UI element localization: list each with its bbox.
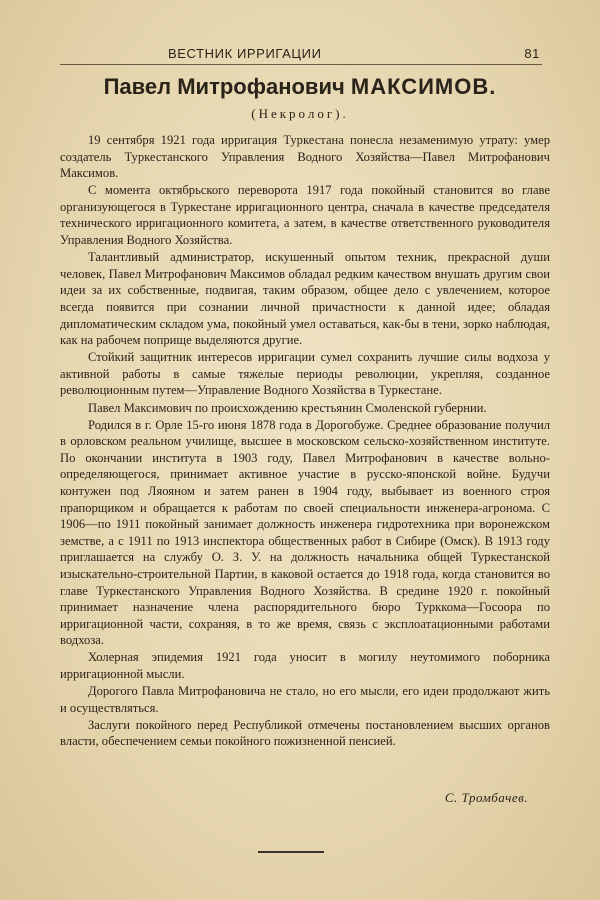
article-title [0, 74, 600, 100]
paragraph: Павел Максимович по происхождению крестьянин Смоленской губернии. [88, 400, 487, 415]
paragraph: 19 сентября 1921 года ирригация Туркестана понесла незаменимую утрату: умер создатель Туркестанского Управления Водного Хозяйства—Павел Митрофанович Максимов. [60, 133, 550, 181]
paragraph: Стойкий защитник интересов ирригации сумел сохранить лучшие силы водхоза у активной работы в самые тяжелые периоды революции, укрепляя, созданное революционным путем—Управление Водного Хозяйства в Туркестане. [60, 350, 550, 398]
title-surname: МАКСИМОВ. [350, 74, 497, 99]
title-name: Павел Митрофанович [103, 74, 345, 99]
journal-title: ВЕСТНИК ИРРИГАЦИИ [168, 46, 322, 61]
paragraph: Талантливый администратор, искушенный опытом техник, прекрасной души человек, Павел Митрофанович Максимов обладал редким качеством внушать другим свои идеи за их собственные, подвигая, таким образом, общее дело с увлечением, которое всегда появится при сознании личной причастности к данной идее; обладая дипломатическим складом ума, покойный умел оставаться, как-бы в тени, зорко наблюдая, как на рабочем поприще выделяются другие. [60, 250, 550, 348]
paragraph: Дорогого Павла Митрофановича не стало, но его мысли, его идеи продолжают жить и осуществляться. [60, 684, 550, 715]
author-signature: С. Тромбачев. [444, 790, 528, 805]
paragraph: Холерная эпидемия 1921 года уносит в могилу неутомимого поборника ирригационной мысли. [60, 650, 550, 681]
end-rule [258, 851, 324, 853]
article-body [60, 132, 550, 750]
article-subtitle: (Некролог). [251, 106, 349, 121]
paragraph: Заслуги покойного перед Республикой отмечены постановлением высших органов власти, обеспечением семьи покойного пожизненной пенсией. [60, 717, 550, 749]
running-header [60, 44, 542, 65]
paragraph: Родился в г. Орле 15-го июня 1878 года в Дорогобуже. Среднее образование получил в орловском реальном училище, высшее в московском сельско-хозяйственном институте. По окончании института в 1903 году, Павел Митрофанович в качестве вольно-определяющегося, принимает активное участие в русско-японской войне. Будучи контужен под Ляояном и затем ранен в 1904 году, выбывает из военного строя прапорщиком и обращается к работам по своей специальности инженера-агронома. С 1906—по 1911 покойный занимает должность инженера гидротехника при воронежском земстве, а с 1911 по 1913 инспектора общественных работ в Сибире (Омск). В 1913 году приглашается на службу О. З. У. на должность начальника общей Туркестанской изыскательно-строительной Партии, в каковой остается до 1918 года, когда становится во главе Туркестанского Управления Водного Хозяйства. В средине 1920 г. покойный принимает назначение члена распорядительного бюро Турккомa—Госоора по ирригационной части, сохраняя, в то же время, связь с эксплоатационными работами водхоза. [60, 417, 550, 648]
paragraph: С момента октябрьского переворота 1917 года покойный становится во главе организующегося в Туркестане ирригационного центра, сначала в качестве председателя технического ирригационного комитета, а затем, в качестве ответственного руководителя Управления Водного Хозяйства. [60, 183, 550, 248]
page-number: 81 [524, 46, 540, 61]
